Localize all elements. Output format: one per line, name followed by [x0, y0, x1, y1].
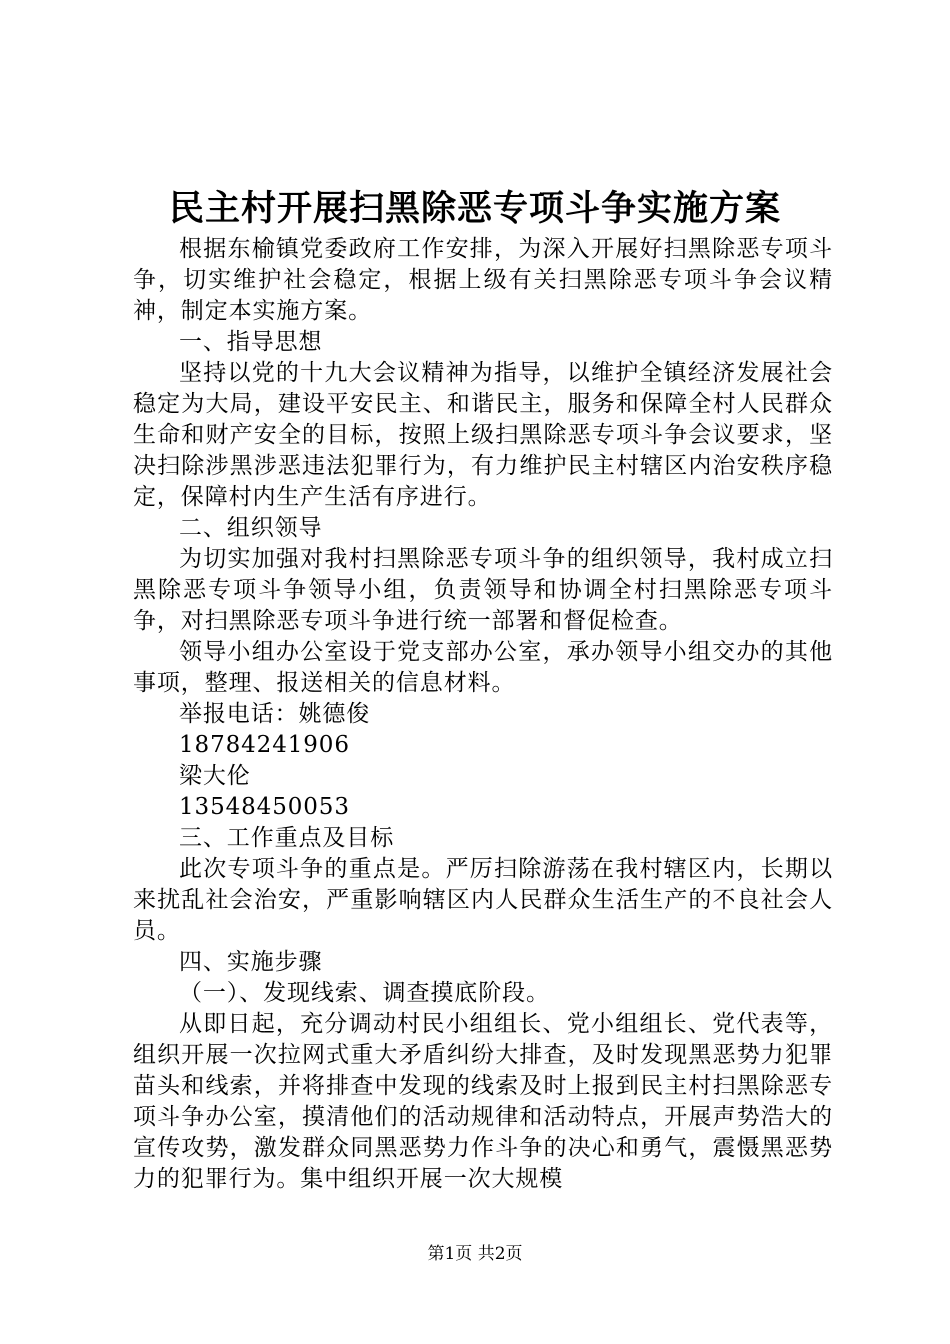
key-points-paragraph: 此次专项斗争的重点是。严厉扫除游荡在我村辖区内，长期以来扰乱社会治安，严重影响辖区内人民群众生活生产的不良社会人员。 [133, 856, 833, 944]
guiding-ideology-paragraph: 坚持以党的十九大会议精神为指导，以维护全镇经济发展社会稳定为大局，建设平安民主、和谐民主，服务和保障全村人民群众生命和财产安全的目标，按照上级扫黑除恶专项斗争会议要求，坚决扫除涉黑涉恶违法犯罪行为，有力维护民主村辖区内治安秩序稳定，保障村内生产生活有序进行。 [133, 360, 833, 510]
document-body [133, 234, 833, 1195]
hotline-contact-1: 举报电话：姚德俊 [179, 701, 371, 727]
subsection-heading-step-one: （一）、发现线索、调查摸底阶段。 [179, 980, 550, 1006]
hotline-phone-2: 13548450053 [179, 794, 350, 820]
page-footer: 第1页 共2页 [427, 1244, 523, 1264]
section-heading-implementation-steps: 四、实施步骤 [179, 949, 323, 975]
intro-paragraph: 根据东榆镇党委政府工作安排，为深入开展好扫黑除恶专项斗争，切实维护社会稳定，根据上级有关扫黑除恶专项斗争会议精神，制定本实施方案。 [133, 236, 833, 324]
hotline-contact-2: 梁大伦 [179, 763, 251, 789]
section-heading-guiding-ideology: 一、指导思想 [179, 329, 323, 355]
document-title: 民主村开展扫黑除恶专项斗争实施方案 [168, 188, 781, 229]
section-heading-key-points: 三、工作重点及目标 [179, 825, 395, 851]
office-paragraph: 领导小组办公室设于党支部办公室，承办领导小组交办的其他事项，整理、报送相关的信息材料。 [133, 639, 833, 696]
step-one-paragraph: 从即日起，充分调动村民小组组长、党小组组长、党代表等，组织开展一次拉网式重大矛盾纠纷大排查，及时发现黑恶势力犯罪苗头和线索，并将排查中发现的线索及时上报到民主村扫黑除恶专项斗争办公室，摸清他们的活动规律和活动特点，开展声势浩大的宣传攻势，激发群众同黑恶势力作斗争的决心和勇气，震慑黑恶势力的犯罪行为。集中组织开展一次大规模 [133, 1011, 833, 1192]
hotline-phone-1: 18784241906 [179, 732, 350, 758]
organization-paragraph: 为切实加强对我村扫黑除恶专项斗争的组织领导，我村成立扫黑除恶专项斗争领导小组，负责领导和协调全村扫黑除恶专项斗争，对扫黑除恶专项斗争进行统一部署和督促检查。 [133, 546, 833, 634]
section-heading-organization: 二、组织领导 [179, 515, 323, 541]
